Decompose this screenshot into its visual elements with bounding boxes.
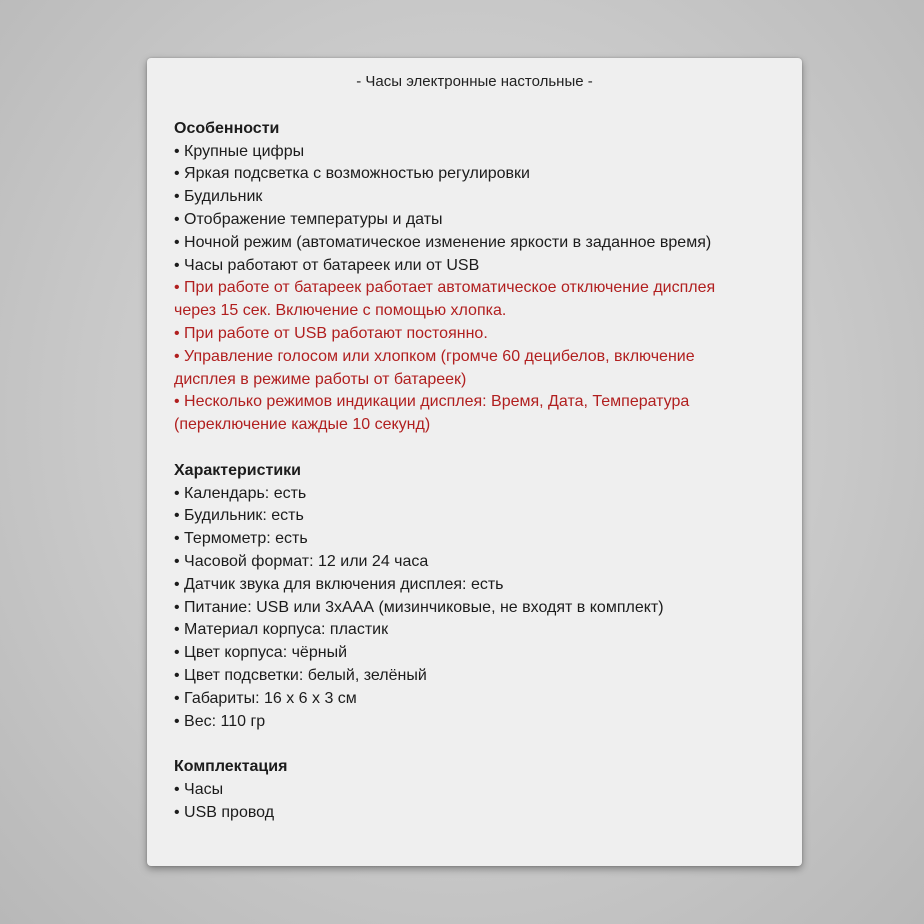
features-section: [174, 118, 802, 437]
spec-item: • Цвет корпуса: чёрный: [174, 642, 802, 665]
feature-item: • Часы работают от батареек или от USB: [174, 255, 802, 278]
spec-item: • Питание: USB или 3хААА (мизинчиковые, не входят в комплект): [174, 597, 802, 620]
specs-heading: Характеристики: [174, 461, 302, 479]
spec-item: • Вес: 110 гр: [174, 711, 802, 734]
feature-item: • Крупные цифры: [174, 141, 802, 164]
package-list: [174, 779, 802, 825]
spec-item: • Часовой формат: 12 или 24 часа: [174, 551, 802, 574]
package-section: [174, 756, 802, 824]
feature-item-highlighted: • При работе от USB работают постоянно.: [174, 323, 802, 346]
feature-item: • Ночной режим (автоматическое изменение яркости в заданное время): [174, 232, 802, 255]
feature-item: • Яркая подсветка с возможностью регулировки: [174, 163, 802, 186]
spec-item: • Габариты: 16 х 6 х 3 см: [174, 688, 802, 711]
package-item: • USB провод: [174, 802, 802, 825]
spec-item: • Календарь: есть: [174, 483, 802, 506]
spec-item: • Материал корпуса: пластик: [174, 619, 802, 642]
feature-item-highlighted: • При работе от батареек работает автоматическое отключение дисплея через 15 сек. Включение с помощью хлопка.: [174, 277, 802, 323]
features-heading: Особенности: [174, 119, 280, 137]
package-item: • Часы: [174, 779, 802, 802]
feature-item-highlighted: • Управление голосом или хлопком (громче 60 децибелов, включение дисплея в режиме работы от батареек): [174, 346, 802, 392]
document-title: - Часы электронные настольные -: [356, 73, 593, 90]
specs-list: [174, 483, 802, 734]
feature-item: • Будильник: [174, 186, 802, 209]
spec-item: • Будильник: есть: [174, 505, 802, 528]
feature-item-highlighted: • Несколько режимов индикации дисплея: Время, Дата, Температура (переключение каждые 10 секунд): [174, 391, 802, 437]
feature-item: • Отображение температуры и даты: [174, 209, 802, 232]
features-list: [174, 141, 802, 437]
package-heading: Комплектация: [174, 758, 288, 776]
product-description-card: [147, 58, 802, 866]
spec-item: • Термометр: есть: [174, 528, 802, 551]
specs-section: [174, 460, 802, 734]
spec-item: • Датчик звука для включения дисплея: есть: [174, 574, 802, 597]
spec-item: • Цвет подсветки: белый, зелёный: [174, 665, 802, 688]
